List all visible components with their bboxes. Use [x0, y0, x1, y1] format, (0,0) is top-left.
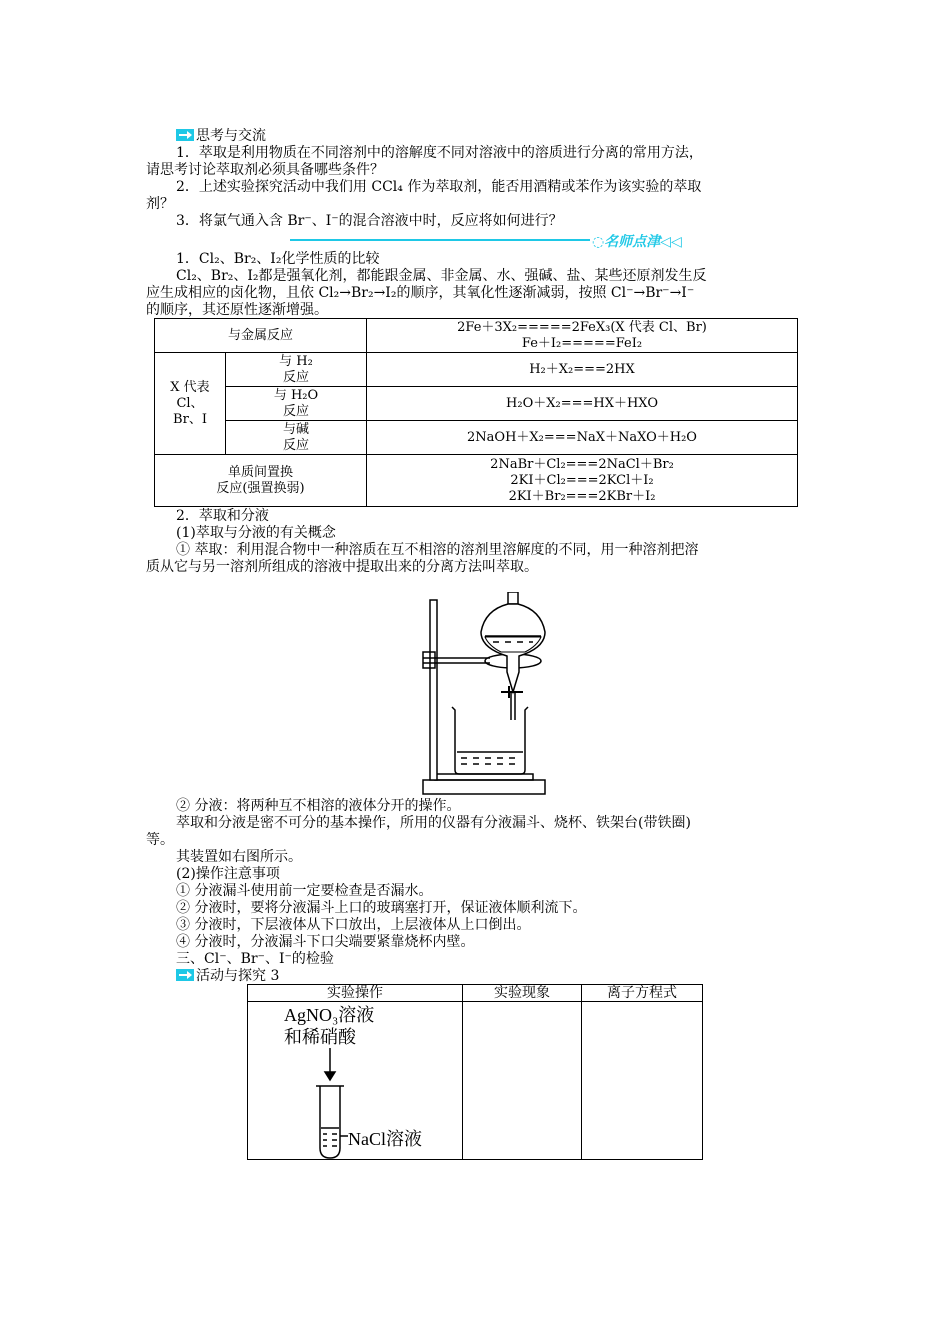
point2-title: 2．萃取和分液 [176, 508, 269, 524]
header-operation: 实验操作 [248, 985, 463, 1002]
think-heading: 思考与交流 [176, 128, 266, 145]
cell-metal-eq: 2Fe＋3X₂=====2FeX₃(X 代表 Cl、Br) Fe＋I₂=====FeI₂ [367, 319, 798, 353]
point1-title: 1．Cl₂、Br₂、I₂化学性质的比较 [176, 251, 380, 267]
question-2-cont: 剂？ [146, 196, 174, 212]
question-1-cont: 请思考讨论萃取剂必须具备哪些条件？ [146, 162, 384, 178]
figure-reference: 其装置如右图所示。 [176, 849, 302, 865]
apparatus-note-cont: 等。 [146, 832, 174, 848]
point2-sub2: (2)操作注意事项 [176, 866, 280, 882]
tube-label: NaCl溶液 [348, 1129, 422, 1149]
header-phenomenon: 实验现象 [463, 985, 582, 1002]
extraction-def-cont: 质从它与另一溶剂所组成的溶液中提取出来的分离方法叫萃取。 [146, 559, 538, 575]
separatory-funnel-figure [405, 592, 550, 802]
cell-displacement-label: 单质间置换 反应(强置换弱) [155, 455, 367, 507]
separation-def: ② 分液：将两种互不相溶的液体分开的操作。 [176, 798, 461, 814]
header-ionic-equation: 离子方程式 [582, 985, 703, 1002]
halogen-comparison-table [154, 318, 798, 507]
activity-heading: 活动与探究 3 [176, 968, 279, 985]
point1-line1: Cl₂、Br₂、I₂都是强氧化剂，都能跟金属、非金属、水、强碱、盐、某些还原剂发生反 [176, 268, 707, 284]
cell-base-label: 与碱 反应 [226, 421, 367, 455]
cell-h2o-eq: H₂O＋X₂===HX＋HXO [367, 387, 798, 421]
section3-title: 三、Cl⁻、Br⁻、I⁻的检验 [176, 951, 334, 967]
apparatus-note: 萃取和分液是密不可分的基本操作，所用的仪器有分液漏斗、烧杯、铁架台(带铁圈) [176, 815, 691, 831]
tip-1: ① 分液漏斗使用前一定要检查是否漏水。 [176, 883, 433, 899]
question-1: 1．萃取是利用物质在不同溶剂中的溶解度不同对溶液中的溶质进行分离的常用方法， [176, 145, 703, 161]
question-2: 2．上述实验探究活动中我们用 CCl₄ 作为萃取剂，能否用酒精或苯作为该实验的萃取 [176, 179, 702, 195]
cell-metal-label: 与金属反应 [155, 319, 367, 353]
cell-operation [248, 1002, 463, 1160]
arrow-icon [176, 969, 194, 981]
cell-ionic-equation [582, 1002, 703, 1160]
cell-h2-eq: H₂＋X₂===2HX [367, 353, 798, 387]
cell-displacement-eq: 2NaBr＋Cl₂===2NaCl＋Br₂ 2KI＋Cl₂===2KCl＋I₂ 2KI＋Br₂===2KBr＋I₂ [367, 455, 798, 507]
point2-sub1: (1)萃取与分液的有关概念 [176, 525, 336, 541]
cell-x-label: X 代表 Cl、 Br、I [155, 353, 226, 455]
cell-h2o-label: 与 H₂O 反应 [226, 387, 367, 421]
question-3: 3．将氯气通入含 Br⁻、I⁻的混合溶液中时，反应将如何进行？ [176, 213, 563, 229]
halide-test-table [247, 984, 703, 1160]
teacher-tip-banner: ◌名师点津◁◁ [592, 234, 682, 250]
point1-line2: 应生成相应的卤化物，且依 Cl₂→Br₂→I₂的顺序，其氧化性逐渐减弱，按照 Cl⁻→Br⁻→I⁻ [146, 285, 695, 301]
cell-phenomenon [463, 1002, 582, 1160]
cell-h2-label: 与 H₂ 反应 [226, 353, 367, 387]
extraction-def: ① 萃取：利用混合物中一种溶质在互不相溶的溶剂里溶解度的不同，用一种溶剂把溶 [176, 542, 699, 558]
tip-2: ② 分液时，要将分液漏斗上口的玻璃塞打开，保证液体顺利流下。 [176, 900, 587, 916]
cell-base-eq: 2NaOH＋X₂===NaX＋NaXO＋H₂O [367, 421, 798, 455]
tip-3: ③ 分液时，下层液体从下口放出，上层液体从上口倒出。 [176, 917, 531, 933]
tip-4: ④ 分液时，分液漏斗下口尖端要紧靠烧杯内壁。 [176, 934, 475, 950]
arrow-icon [176, 129, 194, 141]
point1-line3: 的顺序，其还原性逐渐增强。 [146, 302, 328, 318]
reagent-label: AgNO₃溶液 和稀硝酸 [284, 1005, 375, 1047]
banner-line [290, 239, 590, 241]
